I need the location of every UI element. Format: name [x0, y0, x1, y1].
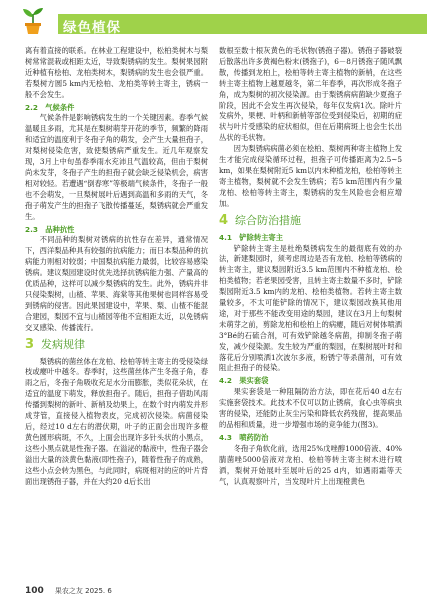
page-header [0, 0, 427, 40]
sprout-pot-icon [18, 6, 48, 36]
subheading-2-3: 2.3 品种抗性 [25, 224, 75, 234]
paragraph: 梨锈病的菌丝体在龙柏、桧柏等转主寄主的受侵染绿枝或瘿叶中越冬。春季时，这些菌丝体产生冬孢子角，春雨之后，冬孢子角吸收充足水分而膨胀，类似花朵状，在适宜的温度下萌发，释放担孢子。随后，担孢子借助风雨传播到梨树的新叶、新梢及幼果上，在数个时内萌发并形成芽管，直接侵入植物表皮，完成初次侵染。病菌侵染后，经过10 d左右的潜伏期，叶子的正面会出现许多橙黄色圆形病斑，不久，上面会出现许多针头状的小黑点，这些小黑点就是性孢子器。在溢泌的黏液中，性孢子器会溢出大量的淡黄色黏液(即性孢子)，随着性孢子的成熟，这些小点会转为黑色，与此同时，病斑相对的应的叶片背面出现锈孢子器，并在大约20 d后长出 [25, 356, 208, 486]
header-logo-area [0, 0, 58, 40]
journal-name: 果农之友 2025. 6 [54, 587, 112, 595]
heading-text: 综合防治措施 [235, 213, 302, 227]
paragraph: 气候条件是影响锈病发生的一个关键因素。春季气候温暖且多雨，尤其是在梨树萌芽开花的季节，频繁的降雨和适宜的温度利于冬孢子角的萌发，会产生大量担孢子，对梨树侵染危害，致使梨锈病严重发生。近几年观察发现，3月上中旬虽春季雨水充沛且气温较高，但由于梨树尚未发芽，冬孢子产生的担孢子就会缺乏侵染机会，病害相对较轻。若遭遇“倒春寒”等极端气候条件，冬孢子一般也不会萌发，一旦梨树展叶后遇到高温和多雨的天气，冬孢子萌发产生的担孢子飞散传播蔓延，梨锈病就会严重发生。 [25, 113, 208, 221]
heading-4 [219, 214, 402, 228]
left-column [25, 46, 208, 487]
paragraph: 果实套袋是一种阻隔防治方法，即在花后40 d左右实施套袋技术。此技术不仅可以防止锈病，食心虫等病虫害的侵染，还能防止灰尘污染和降低农药残留，提高果品的品相和质量，进一步增强市场的竞争能力(图3)。 [219, 387, 402, 429]
paragraph: 不同品种的梨树对锈病的抗性存在差异，通常情况下，西洋梨品种具有较强的抗病能力；而日本梨品种的抗病能力则相对较弱；中国梨抗病能力最弱，比较容易感染锈病。建议梨园建设时优先选择抗锈病能力强、产量高的优质品种，这样可以减少梨锈病的发生。此外，锈病并非只侵染梨树，山楂、苹果、海棠等其他果树也同样容易受到锈病的侵害。因此果园建设中，苹果、梨、山楂不能混合建园，梨园不宜与山楂园等他不宜相距太近，以免锈病交叉感染、传播流行。 [25, 235, 208, 332]
subheading-4-1: 4.1 铲除转主寄主 [219, 232, 284, 242]
heading-number: 3 [25, 336, 35, 352]
heading-3 [25, 338, 208, 352]
subheading-4-3: 4.3 喷药防治 [219, 432, 269, 442]
subheading-4-2: 4.2 果实套袋 [219, 376, 269, 386]
subheading-2-2: 2.2 气候条件 [25, 102, 75, 112]
paragraph: 冬孢子角软化前，选用25%戊唑醇1000倍液、40%腈菌唑5000倍液对龙柏、桧柏等转主寄主树木进行喷洒，梨树开始展叶至展叶后的25 d内，如遇雨霜等天气，认真观察叶片，当发现叶片上出现橙黄色 [219, 443, 402, 486]
section-title: 绿色植保 [63, 20, 121, 36]
paragraph: 铲除转主寄主是杜绝梨锈病发生的最彻底有效的办法，新建梨园时，须考虑周边是否有龙柏、桧柏等锈病的转主寄主，建议梨园附近3.5 km范围内不种植龙柏、桧柏类植物；若老果园受害，且转主寄主数量不多时，铲除梨园附近3.5 km内的龙柏、桧柏类植物。若转主寄主数量较多，不太可能铲除的情况下，建议梨园改换其他用途，对于那些不能改变用途的梨园，建议在3月上旬梨树未萌芽之前，剪除龙柏和桧柏上的病瘿，随后对树体喷洒3°Bé的石硫合剂，可有效铲除越冬病菌，抑制冬孢子萌发，减少侵染源。发生较为严重的梨园，在梨树展叶时和落花后分别喷洒1次波尔多液，粉锈宁等杀菌剂，可有效阻止担孢子的侵染。 [219, 243, 402, 373]
heading-text: 发病规律 [41, 337, 86, 351]
paragraph: 数根至数十根灰黄色的毛状物(锈孢子器)。锈孢子器破裂后散落出许多黄褐色粉末(锈孢子)，6－8月锈孢子随风飘散，传播到龙柏上，桧柏等转主寄主植物的新梢，在这些转主寄主植物上越夏越冬，第二年春季，再次形成冬孢子角，成为梨树的初次侵染源。由于梨锈病病菌缺少夏孢子阶段，因此不会发生再次侵染，每年仅发病1次。除叶片发病外，果梗、叶柄和新梢等部位受到侵染后，初期的症状与叶片受感染的症状相似，但在后期病斑上也会生长出丛状的毛状物。 [219, 46, 402, 143]
page-number: 100 [25, 586, 44, 596]
paragraph: 离有着直接的联系。在林业工程建设中，松柏类树木与梨树常常混栽或相距太近，导致梨锈病的发生。梨树果园附近种植有桧柏、龙柏类树木，梨锈病的发生也会很严重。若梨树方圆5 km内无桧柏、龙柏类等转主寄主，锈病一般不会发生。 [25, 46, 208, 99]
paragraph: 因为梨锈病病菌必须在桧柏、梨树两种寄主植物上发生才能完成侵染循环过程，担孢子可传播距离为2.5~5 km，如果在梨树附近5 km以内未种植龙柏，桧柏等转主寄主植物，梨树就不会发生锈病；若5 km范围内有少量龙柏、桧柏等转主寄主，梨锈病的发生风险也会相应增加。 [219, 144, 402, 208]
page-footer [25, 578, 112, 597]
right-column [219, 46, 402, 487]
heading-number: 4 [219, 212, 229, 228]
